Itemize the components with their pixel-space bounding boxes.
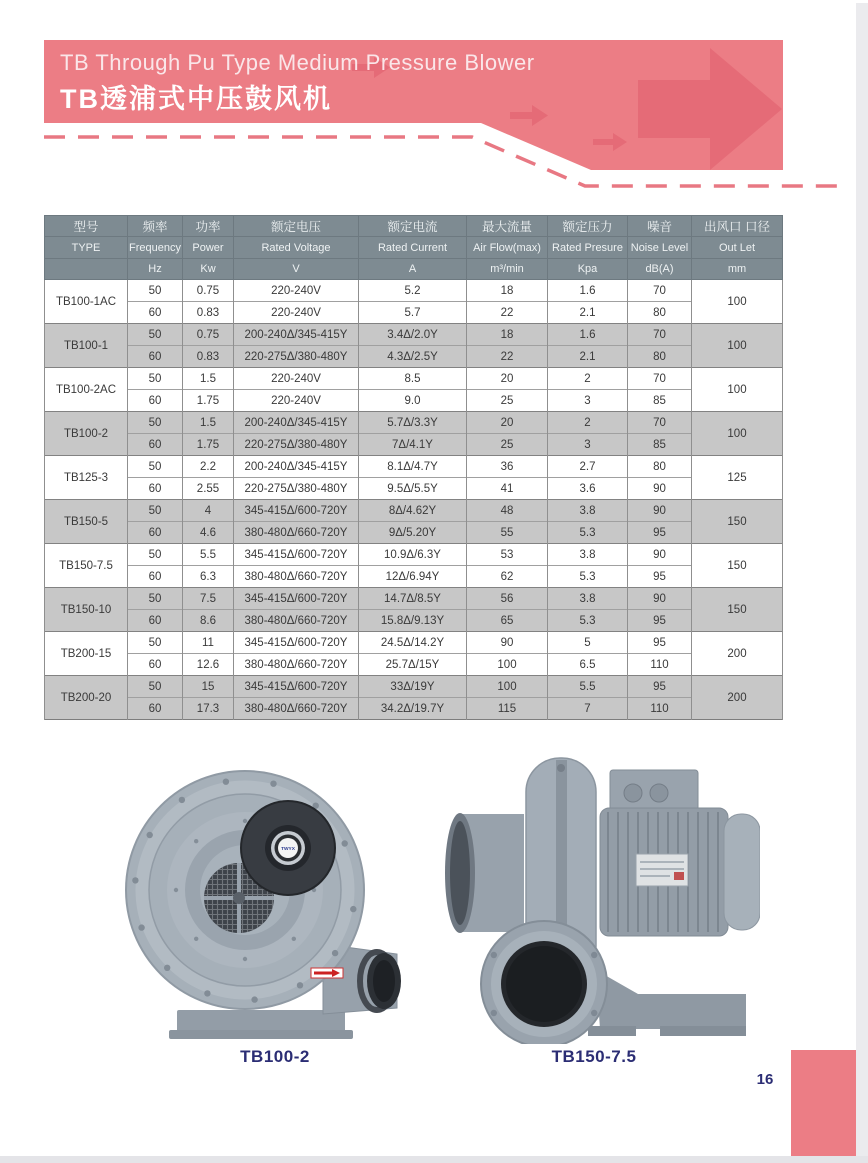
table-row — [45, 390, 783, 412]
value-cell: 53 — [467, 544, 548, 566]
value-cell: 220-275Δ/380-480Y — [234, 434, 359, 456]
value-cell: 220-240V — [234, 280, 359, 302]
spec-table-body — [45, 280, 783, 720]
header-cell: Kw — [183, 259, 234, 280]
spec-table-head — [45, 216, 783, 280]
value-cell: 60 — [128, 654, 183, 676]
value-cell: 60 — [128, 346, 183, 368]
value-cell: 85 — [628, 390, 692, 412]
spec-table — [44, 215, 783, 720]
value-cell: 50 — [128, 456, 183, 478]
model: TB100-2AC — [45, 368, 128, 412]
value-cell: 70 — [628, 280, 692, 302]
value-cell: 24.5Δ/14.2Y — [359, 632, 467, 654]
table-row — [45, 632, 783, 654]
page-edge-right — [856, 3, 868, 1163]
model: TB200-20 — [45, 676, 128, 720]
value-cell: 60 — [128, 566, 183, 588]
header-cell: Air Flow(max) — [467, 237, 548, 259]
table-row — [45, 368, 783, 390]
header-cell: Frequency — [128, 237, 183, 259]
value-cell: 70 — [628, 324, 692, 346]
value-cell: 33Δ/19Y — [359, 676, 467, 698]
value-cell: 25 — [467, 434, 548, 456]
value-cell: 15.8Δ/9.13Y — [359, 610, 467, 632]
header-cell — [45, 259, 128, 280]
value-cell: 1.75 — [183, 434, 234, 456]
value-cell: 5.5 — [183, 544, 234, 566]
value-cell: 345-415Δ/600-720Y — [234, 632, 359, 654]
value-cell: 50 — [128, 324, 183, 346]
value-cell: 50 — [128, 412, 183, 434]
value-cell: 100 — [467, 676, 548, 698]
table-row — [45, 588, 783, 610]
value-cell: 1.5 — [183, 368, 234, 390]
value-cell: 7 — [548, 698, 628, 720]
value-cell: 380-480Δ/660-720Y — [234, 522, 359, 544]
value-cell: 345-415Δ/600-720Y — [234, 500, 359, 522]
value-cell: 60 — [128, 478, 183, 500]
value-cell: 34.2Δ/19.7Y — [359, 698, 467, 720]
value-cell: 17.3 — [183, 698, 234, 720]
value-cell: 41 — [467, 478, 548, 500]
value-cell: 220-275Δ/380-480Y — [234, 478, 359, 500]
value-cell: 18 — [467, 324, 548, 346]
value-cell: 4.3Δ/2.5Y — [359, 346, 467, 368]
value-cell: 110 — [628, 698, 692, 720]
outlet: 100 — [692, 280, 783, 324]
header-cell: 额定电流 — [359, 216, 467, 237]
value-cell: 90 — [467, 632, 548, 654]
value-cell: 6.3 — [183, 566, 234, 588]
value-cell: 60 — [128, 390, 183, 412]
table-row — [45, 544, 783, 566]
value-cell: 12Δ/6.94Y — [359, 566, 467, 588]
value-cell: 10.9Δ/6.3Y — [359, 544, 467, 566]
value-cell: 0.75 — [183, 324, 234, 346]
table-row — [45, 522, 783, 544]
model: TB100-2 — [45, 412, 128, 456]
outlet: 200 — [692, 676, 783, 720]
value-cell: 115 — [467, 698, 548, 720]
value-cell: 50 — [128, 544, 183, 566]
header-cell: Kpa — [548, 259, 628, 280]
blower-front-photo — [125, 742, 425, 1044]
value-cell: 20 — [467, 368, 548, 390]
header-cell: 额定压力 — [548, 216, 628, 237]
value-cell: 7.5 — [183, 588, 234, 610]
table-row — [45, 302, 783, 324]
value-cell: 95 — [628, 632, 692, 654]
value-cell: 60 — [128, 698, 183, 720]
value-cell: 25 — [467, 390, 548, 412]
header-cell: Rated Presure — [548, 237, 628, 259]
value-cell: 95 — [628, 610, 692, 632]
header-cell: Power — [183, 237, 234, 259]
value-cell: 50 — [128, 676, 183, 698]
header-cell: 出风口 口径 — [692, 216, 783, 237]
outlet: 150 — [692, 500, 783, 544]
table-row — [45, 456, 783, 478]
value-cell: 50 — [128, 588, 183, 610]
header-cell: TYPE — [45, 237, 128, 259]
page-number: 16 — [756, 1071, 774, 1088]
header-cell: 频率 — [128, 216, 183, 237]
value-cell: 8.1Δ/4.7Y — [359, 456, 467, 478]
outlet: 100 — [692, 324, 783, 368]
header-cell: dB(A) — [628, 259, 692, 280]
value-cell: 50 — [128, 632, 183, 654]
table-row — [45, 280, 783, 302]
value-cell: 5.3 — [548, 610, 628, 632]
value-cell: 4.6 — [183, 522, 234, 544]
value-cell: 5.2 — [359, 280, 467, 302]
corner-accent-block — [791, 1050, 857, 1156]
value-cell: 0.83 — [183, 302, 234, 324]
value-cell: 90 — [628, 588, 692, 610]
value-cell: 380-480Δ/660-720Y — [234, 566, 359, 588]
value-cell: 18 — [467, 280, 548, 302]
value-cell: 50 — [128, 500, 183, 522]
value-cell: 380-480Δ/660-720Y — [234, 610, 359, 632]
value-cell: 5.5 — [548, 676, 628, 698]
value-cell: 3.6 — [548, 478, 628, 500]
value-cell: 95 — [628, 522, 692, 544]
value-cell: 80 — [628, 456, 692, 478]
table-row — [45, 698, 783, 720]
header-cell: Hz — [128, 259, 183, 280]
value-cell: 14.7Δ/8.5Y — [359, 588, 467, 610]
value-cell: 70 — [628, 412, 692, 434]
value-cell: 95 — [628, 566, 692, 588]
value-cell: 80 — [628, 346, 692, 368]
value-cell: 9.0 — [359, 390, 467, 412]
value-cell: 4 — [183, 500, 234, 522]
header-cell: 最大流量 — [467, 216, 548, 237]
value-cell: 8Δ/4.62Y — [359, 500, 467, 522]
value-cell: 3 — [548, 434, 628, 456]
table-row — [45, 412, 783, 434]
value-cell: 5.3 — [548, 522, 628, 544]
value-cell: 90 — [628, 478, 692, 500]
value-cell: 55 — [467, 522, 548, 544]
value-cell: 1.6 — [548, 324, 628, 346]
value-cell: 1.75 — [183, 390, 234, 412]
header-cell: Out Let — [692, 237, 783, 259]
value-cell: 345-415Δ/600-720Y — [234, 588, 359, 610]
value-cell: 90 — [628, 544, 692, 566]
value-cell: 90 — [628, 500, 692, 522]
value-cell: 56 — [467, 588, 548, 610]
value-cell: 5 — [548, 632, 628, 654]
value-cell: 2 — [548, 368, 628, 390]
value-cell: 9.5Δ/5.5Y — [359, 478, 467, 500]
value-cell: 380-480Δ/660-720Y — [234, 654, 359, 676]
value-cell: 8.6 — [183, 610, 234, 632]
model: TB150-10 — [45, 588, 128, 632]
value-cell: 25.7Δ/15Y — [359, 654, 467, 676]
value-cell: 0.83 — [183, 346, 234, 368]
model: TB125-3 — [45, 456, 128, 500]
value-cell: 5.7 — [359, 302, 467, 324]
value-cell: 11 — [183, 632, 234, 654]
value-cell: 100 — [467, 654, 548, 676]
value-cell: 200-240Δ/345-415Y — [234, 324, 359, 346]
value-cell: 380-480Δ/660-720Y — [234, 698, 359, 720]
value-cell: 2.7 — [548, 456, 628, 478]
value-cell: 60 — [128, 522, 183, 544]
table-row — [45, 676, 783, 698]
value-cell: 60 — [128, 610, 183, 632]
model: TB150-7.5 — [45, 544, 128, 588]
outlet: 100 — [692, 368, 783, 412]
table-row — [45, 566, 783, 588]
model: TB100-1AC — [45, 280, 128, 324]
page-edge-bottom — [0, 1156, 868, 1163]
table-row — [45, 610, 783, 632]
value-cell: 5.7Δ/3.3Y — [359, 412, 467, 434]
spec-table-wrap — [44, 215, 783, 720]
value-cell: 50 — [128, 368, 183, 390]
value-cell: 3.4Δ/2.0Y — [359, 324, 467, 346]
table-row — [45, 478, 783, 500]
model: TB200-15 — [45, 632, 128, 676]
value-cell: 60 — [128, 434, 183, 456]
value-cell: 12.6 — [183, 654, 234, 676]
table-row — [45, 324, 783, 346]
value-cell: 5.3 — [548, 566, 628, 588]
value-cell: 36 — [467, 456, 548, 478]
header-cell: 额定电压 — [234, 216, 359, 237]
value-cell: 50 — [128, 280, 183, 302]
value-cell: 3.8 — [548, 544, 628, 566]
value-cell: 85 — [628, 434, 692, 456]
product-label-1: TB100-2 — [240, 1047, 310, 1066]
value-cell: 200-240Δ/345-415Y — [234, 456, 359, 478]
value-cell: 220-240V — [234, 368, 359, 390]
product-label-2: TB150-7.5 — [551, 1047, 637, 1066]
header-cell: Rated Voltage — [234, 237, 359, 259]
header-cell: Noise Level — [628, 237, 692, 259]
value-cell: 9Δ/5.20Y — [359, 522, 467, 544]
header-cell: 功率 — [183, 216, 234, 237]
blower-side-photo — [428, 742, 760, 1044]
value-cell: 1.5 — [183, 412, 234, 434]
value-cell: 2.2 — [183, 456, 234, 478]
value-cell: 8.5 — [359, 368, 467, 390]
header-cell: A — [359, 259, 467, 280]
value-cell: 60 — [128, 302, 183, 324]
value-cell: 20 — [467, 412, 548, 434]
table-row — [45, 346, 783, 368]
table-row — [45, 434, 783, 456]
twyx-logo: TWYX — [281, 847, 295, 852]
value-cell: 220-275Δ/380-480Y — [234, 346, 359, 368]
value-cell: 220-240V — [234, 302, 359, 324]
value-cell: 80 — [628, 302, 692, 324]
value-cell: 22 — [467, 302, 548, 324]
table-row — [45, 654, 783, 676]
value-cell: 1.6 — [548, 280, 628, 302]
value-cell: 3 — [548, 390, 628, 412]
value-cell: 2.55 — [183, 478, 234, 500]
value-cell: 2 — [548, 412, 628, 434]
outlet: 100 — [692, 412, 783, 456]
value-cell: 2.1 — [548, 302, 628, 324]
value-cell: 200-240Δ/345-415Y — [234, 412, 359, 434]
value-cell: 95 — [628, 676, 692, 698]
header-cell: V — [234, 259, 359, 280]
value-cell: 110 — [628, 654, 692, 676]
model: TB100-1 — [45, 324, 128, 368]
value-cell: 22 — [467, 346, 548, 368]
value-cell: 65 — [467, 610, 548, 632]
outlet: 200 — [692, 632, 783, 676]
value-cell: 15 — [183, 676, 234, 698]
header-cell: Rated Current — [359, 237, 467, 259]
nameplate — [636, 854, 688, 886]
header-cell: mm — [692, 259, 783, 280]
banner-title-zh: TB透浦式中压鼓风机 — [60, 84, 332, 114]
value-cell: 70 — [628, 368, 692, 390]
value-cell: 345-415Δ/600-720Y — [234, 544, 359, 566]
table-row — [45, 500, 783, 522]
value-cell: 2.1 — [548, 346, 628, 368]
header-cell: 型号 — [45, 216, 128, 237]
value-cell: 6.5 — [548, 654, 628, 676]
value-cell: 3.8 — [548, 500, 628, 522]
outlet: 150 — [692, 588, 783, 632]
outlet: 150 — [692, 544, 783, 588]
model: TB150-5 — [45, 500, 128, 544]
value-cell: 345-415Δ/600-720Y — [234, 676, 359, 698]
value-cell: 7Δ/4.1Y — [359, 434, 467, 456]
value-cell: 220-240V — [234, 390, 359, 412]
value-cell: 62 — [467, 566, 548, 588]
banner-title-en: TB Through Pu Type Medium Pressure Blower — [60, 50, 535, 75]
header-cell: 噪音 — [628, 216, 692, 237]
header-cell: m³/min — [467, 259, 548, 280]
outlet: 125 — [692, 456, 783, 500]
value-cell: 48 — [467, 500, 548, 522]
value-cell: 0.75 — [183, 280, 234, 302]
value-cell: 3.8 — [548, 588, 628, 610]
